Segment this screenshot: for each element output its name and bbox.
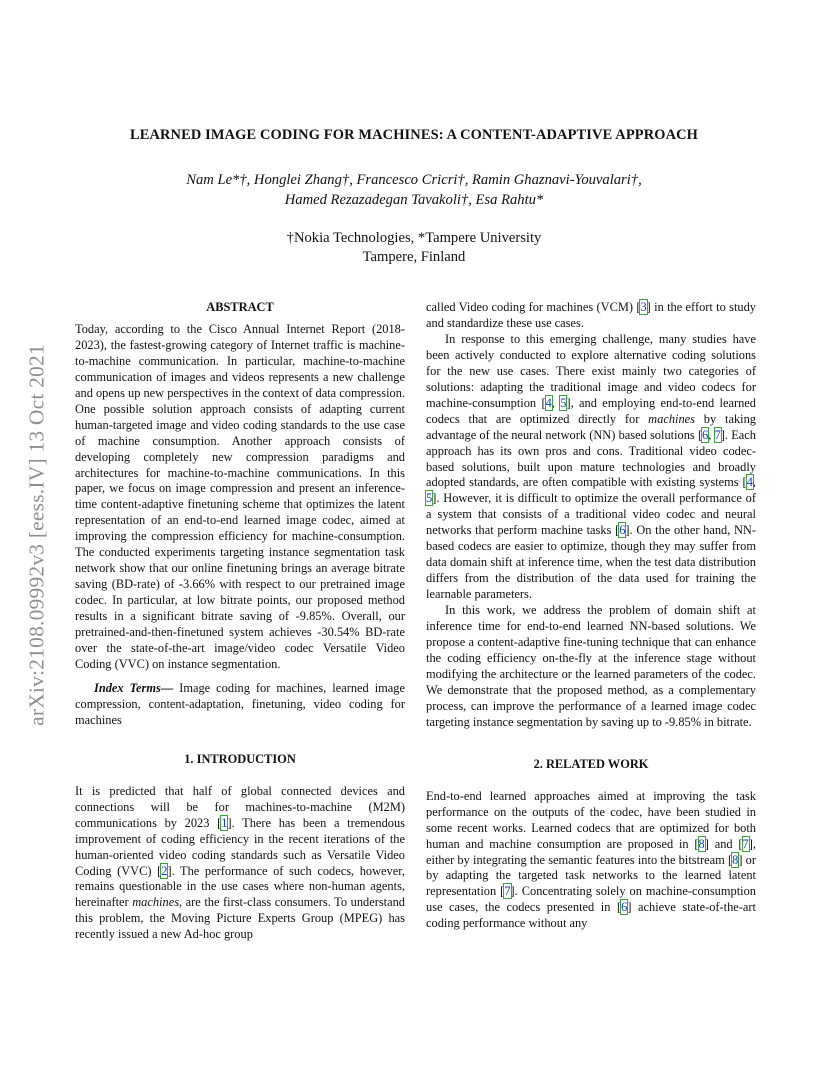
paper-title: LEARNED IMAGE CODING FOR MACHINES: A CONTENT-ADAPTIVE APPROACH — [129, 127, 699, 143]
index-terms-label: Index Terms— — [94, 680, 174, 695]
intro-heading: 1. INTRODUCTION — [184, 751, 296, 766]
vcm-paragraph: called Video coding for machines (VCM) [3] in the effort to study and standardize these use cases. — [426, 300, 756, 330]
body-text: in the effort to study and standardize these use cases. — [426, 300, 756, 330]
body-text: or by adapting the targeted task networks to the learned latent representation — [426, 852, 757, 899]
intro-text: It is predicted that half of global connected devices and connections will be for machines-to-machine (M2M) communications by 2023 — [75, 783, 405, 830]
left-column — [75, 300, 405, 943]
affiliation — [60, 229, 768, 267]
citation-link[interactable]: 7 — [504, 884, 511, 899]
affiliation-line-1: †Nokia Technologies, *Tampere University — [286, 230, 542, 246]
citation-link[interactable]: 8 — [732, 852, 739, 867]
authors — [60, 170, 768, 210]
body-text: by taking advantage of the neural network (NN) based solutions — [426, 411, 756, 442]
citation-link[interactable]: 6 — [621, 900, 628, 915]
intro-text: . The performance of such codecs, however, remains questionable in the use cases where non-human agents, hereinafter — [75, 863, 405, 910]
related-work-paragraph: End-to-end learned approaches aimed at improving the task performance on the outputs of the codec, have been studied in some recent works. Learned codecs that are optimized for both human and machine consumption are proposed in [8] and [7], either by integrating the semantic features into the bitstream [8] or by adapting the targeted task networks to the learned latent representation [7]. Concentrating solely on machine-consumption use cases, the codecs presented in [6] achieve state-of-the-art coding performance without any — [426, 788, 757, 931]
body-text: achieve state-of-the-art coding performance without any — [426, 900, 756, 931]
affiliation-line-2: Tampere, Finland — [362, 249, 466, 265]
arxiv-stamp-text: arXiv:2108.09992v3 [eess.IV] 13 Oct 2021 — [24, 344, 49, 726]
body-text: , and employing end-to-end learned codecs that are optimized directly for — [426, 395, 757, 426]
citation-link[interactable]: 6 — [702, 427, 709, 442]
body-emphasis: machines — [648, 411, 695, 426]
arxiv-stamp — [22, 290, 52, 780]
work-paragraph: In this work, we address the problem of domain shift at inference time for end-to-end learned NN-based solutions. We propose a content-adaptive fine-tuning technique that can enhance the coding efficiency on-the-fly at the inference stage without modifying the architecture or the learned parameters of the codec. We demonstrate that the proposed method, as a complementary process, can improve the performance of a learned image codec targeting instance segmentation by saving up to -9.85% in bitrate. — [426, 603, 756, 729]
index-terms — [75, 681, 405, 729]
body-text: In response to this emerging challenge, many studies have been actively conducted to explore alternative coding solutions for the new use cases. There exist mainly two categories of solutions: adapting the traditional image and video codecs for machine-consumption — [426, 331, 756, 410]
authors-line-2: Hamed Rezazadegan Tavakoli†, Esa Rahtu* — [284, 192, 544, 208]
related-work-heading: 2. RELATED WORK — [533, 756, 649, 771]
citation-link[interactable]: 2 — [161, 863, 168, 878]
authors-line-1: Nam Le*†, Honglei Zhang†, Francesco Cricri†, Ramin Ghaznavi-Youvalari†, — [186, 172, 642, 188]
body-text: . Each approach has its own pros and cons. Traditional video codec-based solutions, built upon mature technologies and broadly adopted standards, are often compatible with existing systems — [426, 427, 756, 490]
citation-link[interactable]: 5 — [560, 395, 567, 410]
intro-text: . There has been a tremendous improvement of coding efficiency in the recent iterations of the human-oriented video coding standards such as Versatile Video Coding (VVC) — [75, 815, 405, 878]
citation-link[interactable]: 7 — [742, 836, 749, 851]
intro-emphasis: machines — [132, 895, 180, 910]
body-text: , either by integrating the semantic features into the bitstream — [426, 836, 756, 867]
body-text: called Video coding for machines (VCM) — [426, 300, 637, 314]
index-terms-text: Image coding for machines, learned image compression, content-adaptation, finetuning, video coding for machines — [75, 680, 405, 727]
citation-link[interactable]: 3 — [640, 300, 647, 314]
citation-link[interactable]: 4 — [545, 395, 552, 410]
abstract-heading: ABSTRACT — [206, 300, 274, 314]
citation-link[interactable]: 1 — [221, 815, 228, 830]
citation-link[interactable]: 5 — [426, 491, 433, 506]
intro-text: , are the first-class consumers. To understand this problem, the Moving Picture Experts Group (MPEG) has recently issued a new Ad-hoc group — [75, 895, 405, 942]
body-text: . However, it is difficult to optimize the overall performance of a system that consists of a traditional video codec and neural networks that perform machine tasks — [426, 491, 756, 538]
citation-link[interactable]: 4 — [746, 475, 753, 490]
citation-link[interactable]: 8 — [698, 836, 705, 851]
intro-paragraph: It is predicted that half of global connected devices and connections will be for machines-to-machine (M2M) communications by 2023 [1]. There has been a tremendous improvement of coding efficiency in the recent iterations of the human-oriented video coding standards such as Versatile Video Coding (VVC) [2]. The performance of such codecs, however, remains questionable in the use cases where non-human agents, hereinafter machines, are the first-class consumers. To understand this problem, the Moving Picture Experts Group (MPEG) has recently issued a new Ad-hoc group — [75, 783, 405, 942]
body-text: . Concentrating solely on machine-consumption use cases, the codecs presented in — [426, 884, 756, 915]
abstract-text: Today, according to the Cisco Annual Internet Report (2018-2023), the fastest-growing category of Internet traffic is machine-to-machine communication. In particular, machine-to-machine communication of images and videos represents a new challenge and opens up new perspectives in the context of data compression. One possible solution approach consists of adapting current human-targeted image and video coding standards to the use case of machine consumption. Another approach consists of developing completely new compression paradigms and architectures for machine-to-machine communications. In this paper, we focus on image compression and present an inference-time content-adaptive finetuning scheme that optimizes the latent representation of an end-to-end learned image codec, aimed at improving the compression efficiency for machine-consumption. The conducted experiments targeting instance segmentation task network show that our online finetuning brings an average bitrate saving (BD-rate) of -3.66% with respect to our pretrained image codec. In particular, at low bitrate points, our proposed method results in a significant bitrate saving of -9.85%. Overall, our pretrained-and-then-finetuned system achieves -30.54% BD-rate over the state-of-the-art image/video codec Versatile Video Coding (VVC) on instance segmentation. — [75, 321, 405, 671]
right-column — [426, 300, 756, 932]
citation-link[interactable]: 7 — [714, 427, 721, 442]
challenge-paragraph: In response to this emerging challenge, many studies have been actively conducted to explore alternative coding solutions for the new use cases. There exist mainly two categories of solutions: adapting the traditional image and video codecs for machine-consumption [4, 5], and employing end-to-end learned codecs that are optimized directly for machines by taking advantage of the neural network (NN) based solutions [6, 7]. Each approach has its own pros and cons. Traditional video codec-based solutions, built upon mature technologies and broadly adopted standards, are often compatible with existing systems [4, 5]. However, it is difficult to optimize the overall performance of a system that consists of a traditional video codec and neural networks that perform machine tasks [6]. On the other hand, NN-based codecs are easier to optimize, though they may suffer from data domain shift at inference time, when the test data distribution differs from the distribution of the data used for training the learnable parameters. — [426, 331, 757, 602]
citation-link[interactable]: 6 — [619, 523, 626, 538]
body-text: . On the other hand, NN-based codecs are easier to optimize, though they may suffer from data domain shift at inference time, when the test data distribution differs from the distribution of the data used for training the learnable parameters. — [426, 523, 757, 602]
body-text: End-to-end learned approaches aimed at improving the task performance on the outputs of the codec, have been studied in some recent works. Learned codecs that are optimized for both human and machine consumption are proposed in — [426, 788, 756, 851]
body-text: and — [708, 836, 739, 851]
